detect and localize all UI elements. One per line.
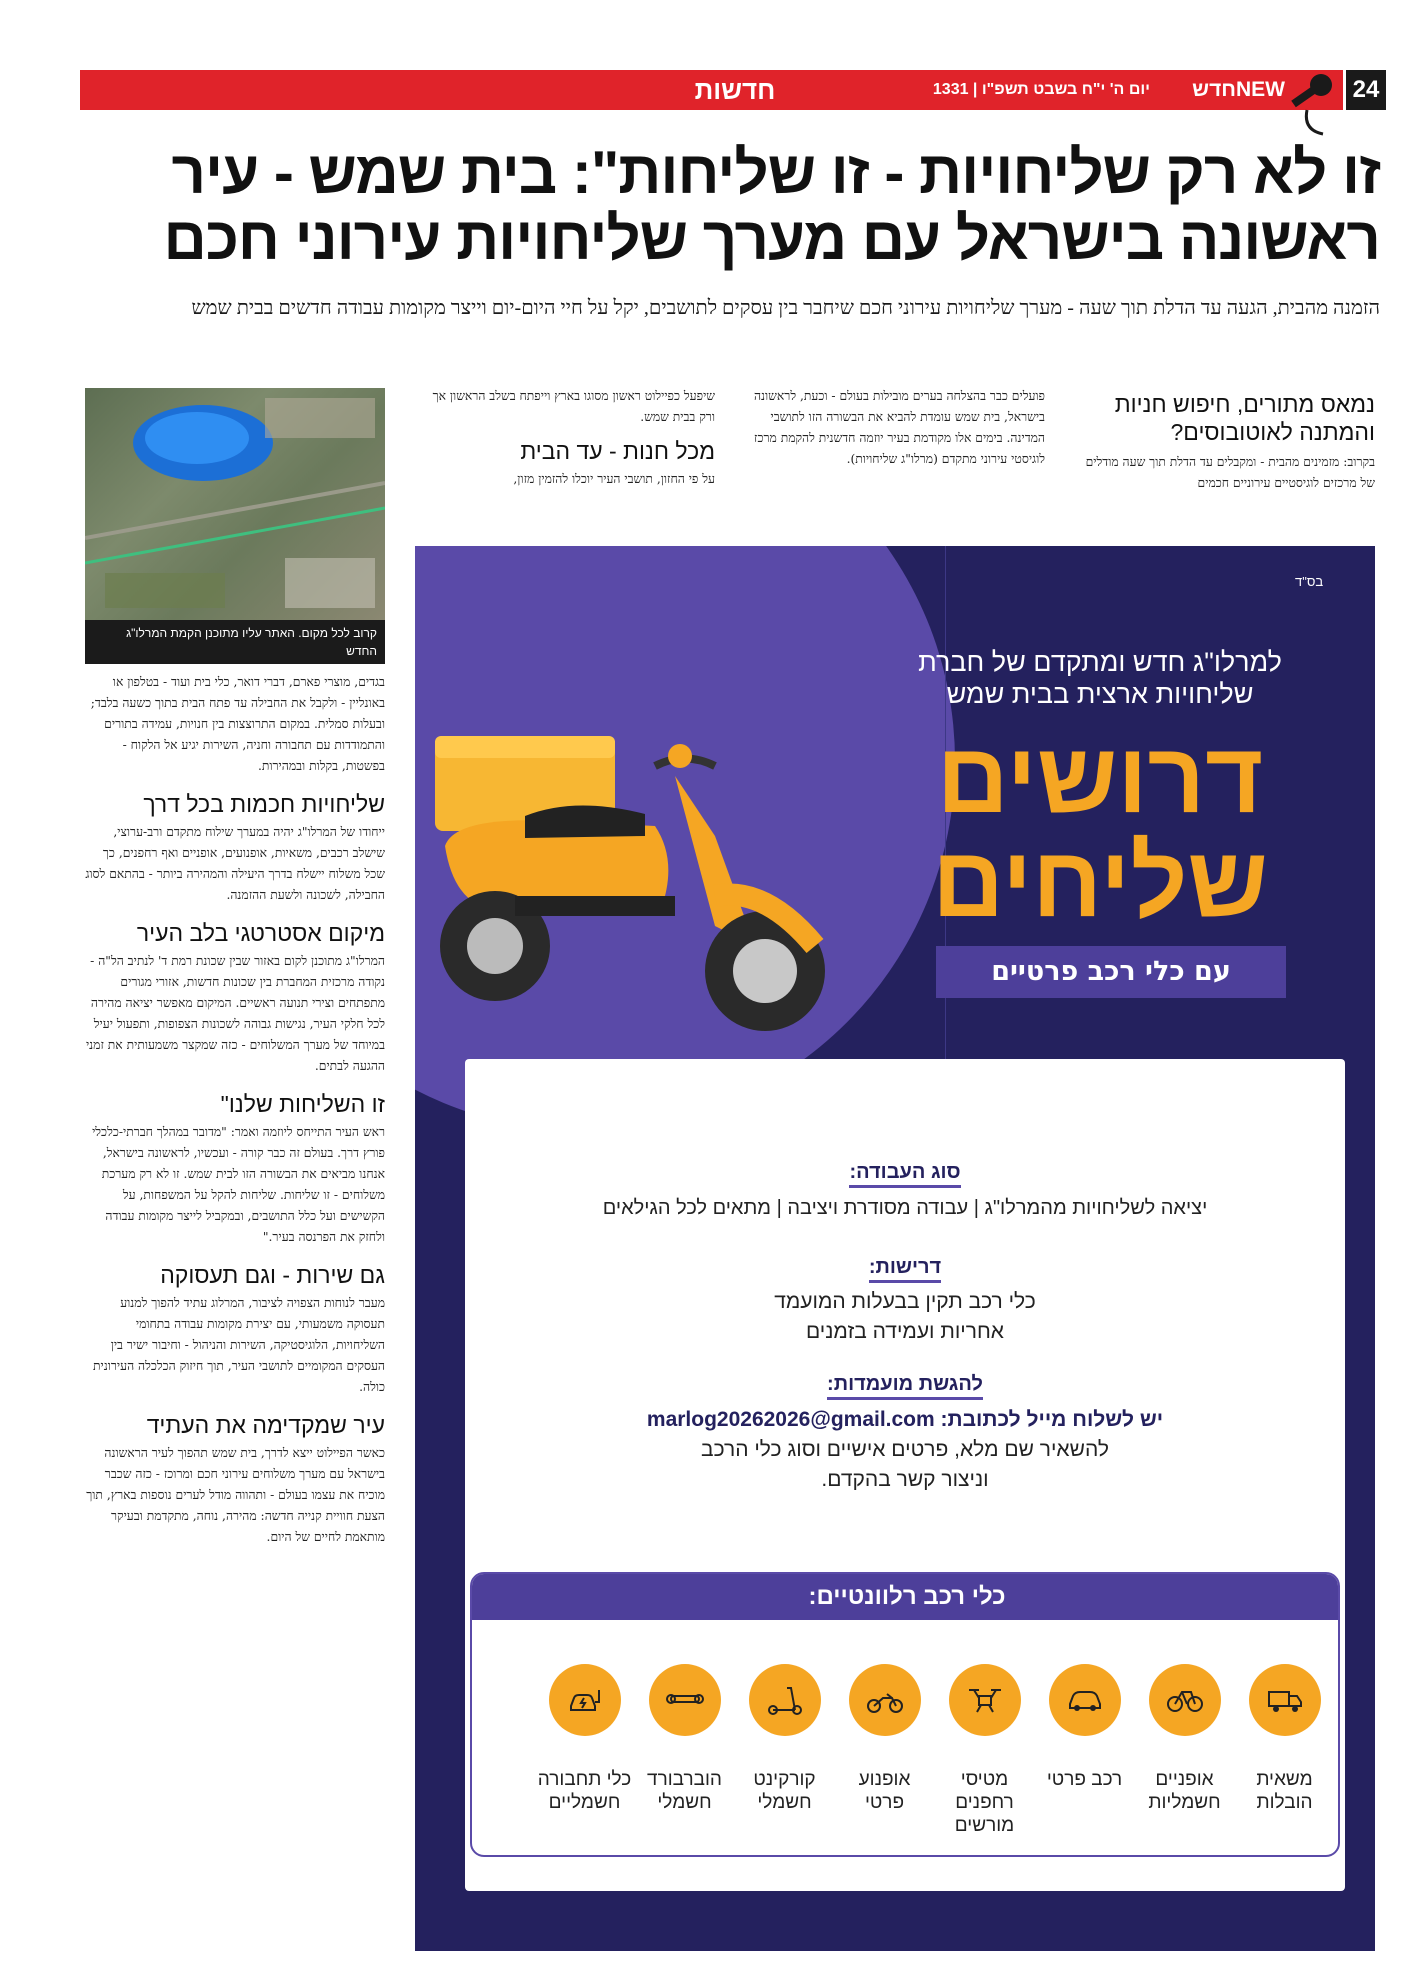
section-title-location: מיקום אסטרטגי בלב העיר [136, 920, 385, 946]
section-title-future: עיר שמקדימה את העתיד [146, 1412, 385, 1438]
scooter-icon [749, 1664, 821, 1736]
aerial-photo [85, 388, 385, 620]
car-icon [1049, 1664, 1121, 1736]
apply-line-2: להשאיר שם מלא, פרטים אישיים וסוג כלי הרכב [701, 1438, 1109, 1461]
vehicle-label: רכב פרטי [1046, 1769, 1123, 1790]
left-column [85, 672, 385, 1548]
section-body-future: כאשר הפיילוט ייצא לדרך, בית שמש תהפוך לעיר הראשונה בישראל עם מערך משלוחים עירוני חכם ומרוכז - כזה שכבר מוכיח את עצמו בעולם - ותהווה מודל לערים נוספות בארץ, תוך הצעת חוויית קנייה חדשה: מהירה, נוחה, מתקדמת ובעיקר מותאמת לחיים של היום. [86, 1446, 385, 1544]
column-3 [415, 386, 715, 490]
vehicle-kick-scooter [737, 1664, 832, 1814]
left-column-intro: בגדים, מוצרי פארם, דברי דואר, כלי בית ועוד - בטלפון או באונליין - ולקבל את החבילה עד פתח הבית בתוך כשעה בלבד; ובעלות סמלית. במקום התרוצצות בין חנויות, עמידה בתורים והתמודדות עם תחבורה וחניה, השירות יגיע אל הלקוח - בפשטות, בקלות ובמהירות. [90, 675, 385, 773]
bicycle-icon [1149, 1664, 1221, 1736]
article-headline [100, 140, 1380, 272]
column-3-body-bottom: על פי החזון, תושבי העיר יוכלו להזמין מזון, [513, 472, 715, 486]
apply-line-3: וניצור קשר בהקדם. [821, 1468, 989, 1491]
column-1 [1075, 390, 1375, 494]
apply-heading: להגשת מועמדות: [465, 1373, 1345, 1396]
article-subhead: הזמנה מהבית, הגעה עד הדלת תוך שעה - מערך שליחויות עירוני חכם שיחבר בין עסקים לתושבים, יקל על חיי היום-יום וייצר מקומות עבודה חדשים בבית שמש [191, 297, 1380, 319]
vehicle-label: כלי תחבורה חשמליים [537, 1769, 632, 1813]
job-type-heading: סוג העבודה: [465, 1161, 1345, 1184]
ad-title [895, 722, 1305, 938]
vehicles-heading: כלי רכב רלוונטיים: [472, 1574, 1340, 1620]
ad-subtitle: עם כלי רכב פרטיים [936, 946, 1286, 998]
section-title-employment: גם שירות - וגם תעסוקה [160, 1262, 385, 1288]
section-body-smart-deliveries: ייחודו של המרלו"ג יהיה במערך שילוח מתקדם ורב-ערוצי, שישלב רכבים, משאיות, אופנועים, אופניים ואף רחפנים, כך שכל משלוח יישלח בדרך היעילה והמהירה ביותר - בהתאם לסוג החבילה, לשכונה ולשעת ההזמנה. [85, 825, 385, 902]
apply-email-line[interactable]: יש לשלוח מייל לכתובת: marlog20262026@gmail.com [646, 1408, 1164, 1431]
ad-intro: למרלו"ג חדש ומתקדם של חברת שליחויות ארצית בבית שמש [918, 647, 1282, 709]
section-body-employment: מעבר לנוחות הצפויה לציבור, המרלוג עתיד להפוך למנוע תעסוקה משמעותי, עם יצירת מקומות עבודה בתחומי השליחויות, הלוגיסטיקה, השירות והניהול - וחיבור ישיר בין העסקים המקומיים לתושבי העיר, תוך חיזוק הכלכלה העירונית כולה. [92, 1296, 385, 1394]
hoverboard-icon [649, 1664, 721, 1736]
drone-icon [949, 1664, 1021, 1736]
column-3-body-top: שיפעל כפיילוט ראשון מסוגו בארץ וייפתח בשלב הראשון אך ורק בבית שמש. [432, 389, 715, 424]
vehicle-label: הוברבורד חשמלי [647, 1769, 722, 1813]
microphone-icon [1283, 70, 1343, 140]
brand-logo: חדשNEW [1192, 78, 1285, 101]
headline-line-2: ראשונה בישראל עם מערך שליחויות עירוני חכם [163, 205, 1380, 272]
section-body-mission: ראש העיר התייחס ליוזמה ואמר: "מדובר במהלך חברתי-כלכלי פורץ דרך. בעולם זה כבר קורה - ועכשיו, לראשונה בישראל, אנחנו מביאים את הבשורה הזו לבית שמש. זו לא רק מערכת משלוחים - זו שליחות. שליחות להקל על המשפחות, על הקשישים ועל כלל התושבים, ובמקביל לייצר מקומות עבודה ולחזק את הפרנסה בעיר." [92, 1125, 385, 1244]
ad-title-line-1: דרושים [936, 722, 1264, 834]
vehicle-label: אופניים חשמליות [1148, 1769, 1221, 1813]
scooter-illustration [415, 696, 885, 1056]
page-number: 24 [1346, 70, 1386, 110]
issue-info: יום ה' י"ח בשבט תשפ"ו | 1331 [932, 81, 1150, 98]
vehicle-car [1037, 1664, 1132, 1791]
ad-title-line-2: שליחים [931, 826, 1269, 938]
vehicles-box [470, 1572, 1340, 1857]
section-body-location: המרלו"ג מתוכנן לקום באזור שבין שכונת רמת ד' לנתיב הל"ה - נקודה מרכזית המחברת בין שכונות חדשות, אזורי מגורים מתפתחים וצירי תנועה ראשיים. המיקום מאפשר יציאה מהירה לכל חלקי העיר, נגישות גבוהה לשכונות הצפופות, ותפעול יעיל במיוחד של מערך המשלוחים - כזה שמקצר משמעותית את זמני ההגעה לבתים. [85, 954, 385, 1073]
motorcycle-icon [849, 1664, 921, 1736]
column-2 [740, 386, 1045, 470]
requirements-line-1: כלי רכב תקין בבעלות המועמד [774, 1290, 1036, 1313]
vehicle-hoverboard [637, 1664, 732, 1814]
column-1-title: נמאס מתורים, חיפוש חניות והמתנה לאוטובוסים? [1114, 391, 1375, 445]
vehicle-label: מטיסי רחפנים מורשים [954, 1769, 1015, 1836]
column-3-heading: מכל חנות - עד הבית [520, 438, 715, 464]
vehicle-electric [537, 1664, 632, 1814]
ad-bsd-mark: בס"ד [1295, 574, 1324, 589]
job-type-text: יציאה לשליחויות מהמרלו"ג | עבודה מסודרת ויציבה | מתאים לכל הגילאים [602, 1197, 1208, 1219]
vehicle-ebike [1137, 1664, 1232, 1814]
column-2-body: פועלים כבר בהצלחה בערים מובילות בעולם - וכעת, לראשונה בישראל, בית שמש עומדת להביא את הבשורה הזו לתושבי המדינה. בימים אלו מקודמת בעיר יוזמה חדשנית להקמת מרכז לוגיסטי עירוני מתקדם (מרלו"ג שליחויות). [753, 389, 1045, 466]
requirements-heading: דרישות: [465, 1256, 1345, 1279]
vehicle-label: קורקינט חשמלי [753, 1769, 816, 1813]
section-title-smart-deliveries: שליחויות חכמות בכל דרך [143, 791, 385, 817]
vehicle-label: משאית הובלות [1256, 1769, 1313, 1813]
vehicle-motorcycle [837, 1664, 932, 1814]
headline-line-1: זו לא רק שליחויות - זו שליחות": בית שמש - עיר [171, 139, 1380, 206]
section-title-mission: זו השליחות שלנו" [220, 1091, 385, 1117]
vehicle-truck [1237, 1664, 1332, 1814]
job-advertisement [415, 546, 1375, 1951]
truck-icon [1249, 1664, 1321, 1736]
vehicle-drone [937, 1664, 1032, 1837]
column-1-body: בקרוב: מזמינים מהבית - ומקבלים עד הדלת תוך שעה מודלים של מרכזים לוגיסטיים עירוניים חכמים [1085, 455, 1375, 490]
section-label: חדשות [694, 75, 776, 105]
vehicle-label: אופנוע פרטי [858, 1769, 911, 1813]
requirements-line-2: אחריות ועמידה בזמנים [805, 1320, 1004, 1343]
ev-charging-icon [549, 1664, 621, 1736]
photo-caption: קרוב לכל מקום. האתר עליו מתוכנן הקמת המרלו"ג החדש [85, 620, 385, 664]
